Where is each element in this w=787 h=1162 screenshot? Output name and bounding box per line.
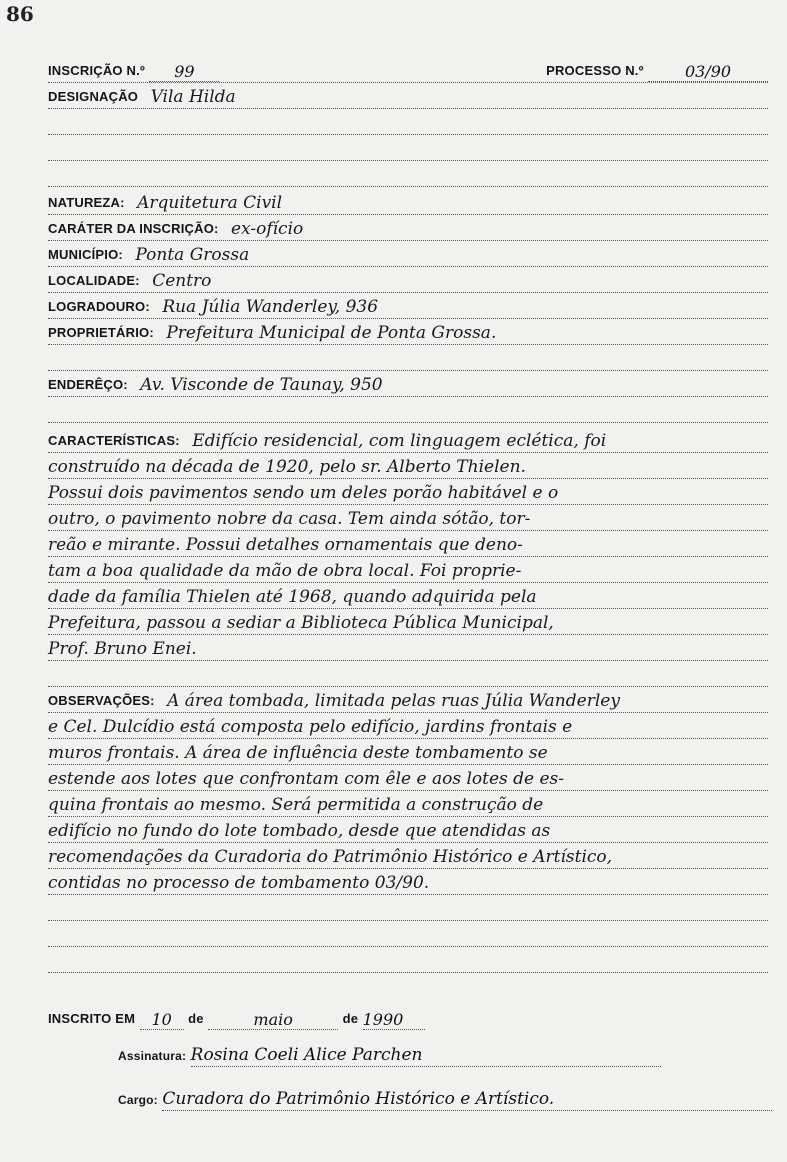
observacoes-row: [48, 846, 768, 869]
caracteristicas-row: [48, 508, 768, 531]
caracteristicas-line: tam a boa qualidade da mão de obra local. Foi proprie-: [48, 561, 522, 581]
carater-row: [48, 218, 768, 241]
municipio-row: [48, 244, 768, 267]
inscricao-label: INSCRIÇÃO N.º: [48, 63, 145, 78]
carater-label: CARÁTER DA INSCRIÇÃO:: [48, 221, 219, 236]
observacoes-line: quina frontais ao mesmo. Será permitida a construção de: [48, 795, 544, 815]
localidade-label: LOCALIDADE:: [48, 273, 140, 288]
caracteristicas-row: [48, 638, 768, 661]
blank-line: [48, 348, 768, 371]
inscrito-label: INSCRITO EM: [48, 1011, 136, 1026]
caracteristicas-line: dade da família Thielen até 1968, quando adquirida pela: [48, 587, 537, 607]
caracteristicas-row: [48, 430, 768, 453]
caracteristicas-line: Prof. Bruno Enei.: [48, 639, 197, 659]
inscrito-day: 10: [140, 1011, 184, 1030]
observacoes-row: [48, 872, 768, 895]
caracteristicas-row: [48, 612, 768, 635]
caracteristicas-label: CARACTERÍSTICAS:: [48, 433, 180, 448]
observacoes-line: A área tombada, limitada pelas ruas Júlia Wanderley: [167, 691, 620, 711]
observacoes-row: [48, 820, 768, 843]
assinatura-label: Assinatura:: [118, 1049, 187, 1063]
caracteristicas-row: [48, 482, 768, 505]
observacoes-row: [48, 742, 768, 765]
observacoes-row: [48, 716, 768, 739]
observacoes-row: [48, 794, 768, 817]
observacoes-row: [48, 690, 768, 713]
blank-line: [48, 950, 768, 973]
observacoes-line: recomendações da Curadoria do Patrimônio Histórico e Artístico,: [48, 847, 613, 867]
inscrito-de: de: [188, 1011, 204, 1026]
processo-group: [546, 60, 768, 82]
blank-line: [48, 664, 768, 687]
designacao-row: [48, 86, 768, 109]
observacoes-row: [48, 768, 768, 791]
cargo-label: Cargo:: [118, 1093, 158, 1107]
caracteristicas-line: Possui dois pavimentos sendo um deles porão habitável e o: [48, 483, 559, 503]
observacoes-line: contidas no processo de tombamento 03/90.: [48, 873, 430, 893]
inscricao-row: [48, 60, 768, 83]
observacoes-line: e Cel. Dulcídio está composta pelo edifício, jardins frontais e: [48, 717, 573, 737]
endereco-row: [48, 374, 768, 397]
cargo-value: Curadora do Patrimônio Histórico e Artístico.: [162, 1088, 772, 1111]
blank-line: [48, 898, 768, 921]
proprietario-value: Prefeitura Municipal de Ponta Grossa.: [166, 323, 497, 343]
natureza-row: [48, 192, 768, 215]
page-number: 86: [6, 2, 34, 26]
localidade-row: [48, 270, 768, 293]
blank-line: [48, 112, 768, 135]
inscricao-value: 99: [149, 63, 219, 82]
caracteristicas-line: Edifício residencial, com linguagem eclética, foi: [192, 431, 607, 451]
observacoes-line: estende aos lotes que confrontam com êle e aos lotes de es-: [48, 769, 565, 789]
blank-line: [48, 164, 768, 187]
caracteristicas-row: [48, 560, 768, 583]
observacoes-label: OBSERVAÇÕES:: [48, 693, 155, 708]
caracteristicas-line: Prefeitura, passou a sediar a Biblioteca Pública Municipal,: [48, 613, 554, 633]
localidade-value: Centro: [152, 271, 212, 291]
caracteristicas-row: [48, 586, 768, 609]
logradouro-value: Rua Júlia Wanderley, 936: [162, 297, 379, 317]
inscrito-de: de: [342, 1011, 359, 1026]
caracteristicas-line: outro, o pavimento nobre da casa. Tem ainda sótão, tor-: [48, 509, 531, 529]
carater-value: ex-ofício: [231, 219, 304, 239]
caracteristicas-line: construído na década de 1920, pelo sr. Alberto Thielen.: [48, 457, 526, 477]
endereco-label: ENDERÊÇO:: [48, 377, 128, 392]
inscrito-month: maio: [208, 1011, 338, 1030]
proprietario-row: [48, 322, 768, 345]
blank-line: [48, 924, 768, 947]
cargo-row: [118, 1088, 772, 1112]
natureza-label: NATUREZA:: [48, 195, 125, 210]
logradouro-row: [48, 296, 768, 319]
municipio-label: MUNICÍPIO:: [48, 247, 123, 262]
blank-line: [48, 138, 768, 161]
assinatura-value: Rosina Coeli Alice Parchen: [191, 1044, 661, 1067]
natureza-value: Arquitetura Civil: [137, 193, 283, 213]
assinatura-row: [118, 1044, 661, 1068]
endereco-value: Av. Visconde de Taunay, 950: [140, 375, 383, 395]
caracteristicas-row: [48, 456, 768, 479]
caracteristicas-row: [48, 534, 768, 557]
processo-label: PROCESSO N.º: [546, 63, 644, 78]
proprietario-label: PROPRIETÁRIO:: [48, 325, 154, 340]
logradouro-label: LOGRADOURO:: [48, 299, 150, 314]
blank-line: [48, 400, 768, 423]
designacao-value: Vila Hilda: [150, 87, 236, 107]
inscrito-year: 1990: [363, 1011, 425, 1030]
observacoes-line: edifício no fundo do lote tombado, desde que atendidas as: [48, 821, 551, 841]
inscrito-row: [48, 1008, 468, 1030]
observacoes-line: muros frontais. A área de influência deste tombamento se: [48, 743, 548, 763]
designacao-label: DESIGNAÇÃO: [48, 89, 139, 104]
processo-value: 03/90: [648, 63, 768, 82]
caracteristicas-line: reão e mirante. Possui detalhes ornamentais que deno-: [48, 535, 523, 555]
municipio-value: Ponta Grossa: [135, 245, 250, 265]
